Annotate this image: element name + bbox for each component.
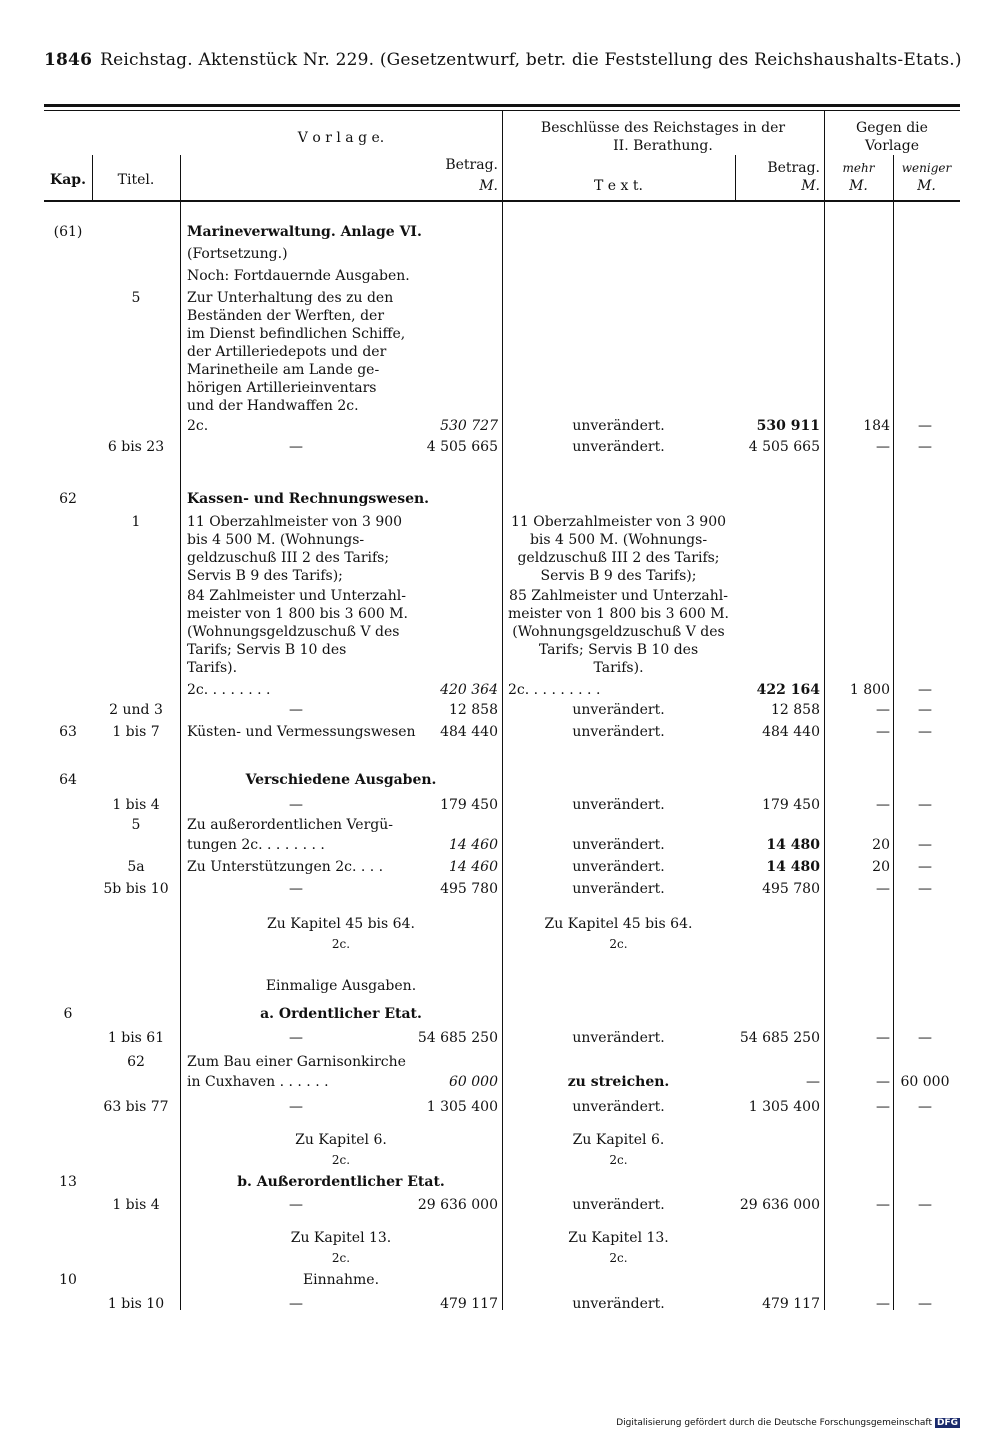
description-cell: — [289,797,303,813]
description-cell: Beständen der Werften, der [187,308,385,324]
description-cell: Zur Unterhaltung des zu den [187,290,394,306]
kap-cell: 6 [63,1006,73,1022]
weniger-amount: — [918,1099,932,1115]
beschluss-amount: 12 858 [771,702,820,718]
vorlage-amount: 530 727 [440,418,498,434]
page-header [44,50,962,70]
weniger-amount: — [918,439,932,455]
description-cell: Noch: Fortdauernde Ausgaben. [187,268,410,284]
weniger-amount: — [918,859,932,875]
vorlage-amount: 14 460 [449,859,498,875]
description-cell: Zu Unterstützungen 2c. . . . [187,859,384,875]
beschluss-text: 2c. [609,937,628,951]
footer-text: Digitalisierung gefördert durch die Deutsche Forschungsgemeinschaft [616,1418,932,1428]
gegen-heading-2: Vorlage [864,138,920,154]
weniger-amount: — [918,797,932,813]
beschluss-text: unverändert. [572,702,665,718]
beschluss-text: unverändert. [572,1197,665,1213]
beschluss-text: 11 Oberzahlmeister von 3 900 [510,514,727,530]
beschluss-text: unverändert. [572,439,665,455]
vorlage-amount: 14 460 [449,837,498,853]
description-cell: und der Handwaffen 2c. [187,398,359,414]
description-cell: b. Außerordentlicher Etat. [237,1174,445,1190]
mehr-amount: — [876,881,890,897]
kap-heading: Kap. [50,172,86,188]
beschluss-text: unverändert. [572,859,665,875]
titel-cell: 1 bis 10 [107,1296,165,1312]
beschluss-text: Servis B 9 des Tarifs); [540,568,697,584]
gegen-heading: Gegen die [856,120,928,136]
titel-heading: Titel. [117,172,155,188]
weniger-amount: — [918,702,932,718]
beschluss-text: geldzuschuß III 2 des Tarifs; [517,550,720,566]
titel-cell: 1 bis 7 [112,724,160,740]
beschluss-amount: 495 780 [762,881,820,897]
beschluesse-heading: Beschlüsse des Reichstages in der [540,120,786,136]
weniger-amount: — [918,837,932,853]
vorlage-amount: 495 780 [440,881,498,897]
beschluss-amount: 14 480 [766,837,820,853]
kap-cell: 10 [59,1272,77,1288]
description-cell: meister von 1 800 bis 3 600 M. [187,606,408,622]
beschluss-amount: 54 685 250 [739,1030,820,1046]
titel-cell: 5b bis 10 [103,881,169,897]
vorlage-amount: 1 305 400 [426,1099,498,1115]
description-cell: — [289,439,303,455]
titel-cell: 1 [131,514,141,530]
beschluss-amount: 4 505 665 [748,439,820,455]
vorlage-amount: 4 505 665 [426,439,498,455]
description-cell: hörigen Artillerieinventars [187,380,377,396]
description-cell: Küsten- und Vermessungswesen [187,724,416,740]
beschluss-text: meister von 1 800 bis 3 600 M. [508,606,729,622]
mehr-amount: — [876,1099,890,1115]
header-rule [44,104,960,107]
mehr-mark-unit: M. [849,178,868,194]
beschluss-betrag-heading: Betrag. [767,160,820,176]
weniger-amount: — [918,1197,932,1213]
description-cell: 11 Oberzahlmeister von 3 900 [187,514,403,530]
beschluss-text: unverändert. [572,1296,665,1312]
weniger-amount: — [918,682,932,698]
kap-cell: (61) [53,224,83,240]
mehr-amount: 184 [863,418,890,434]
vorlage-amount: 60 000 [449,1074,498,1090]
mehr-amount: — [876,1074,890,1090]
titel-cell: 1 bis 4 [112,797,160,813]
titel-cell: 5 [131,290,141,306]
description-cell: a. Ordentlicher Etat. [260,1006,422,1022]
description-cell: — [289,702,303,718]
description-cell: 2c. [331,937,351,951]
description-cell: Tarifs). [187,660,238,676]
description-cell: 84 Zahlmeister und Unterzahl- [187,588,406,604]
beschluss-text: unverändert. [572,1099,665,1115]
titel-cell: 1 bis 61 [107,1030,165,1046]
beschluss-text: unverändert. [572,797,665,813]
text-heading: T e x t. [594,178,643,194]
description-cell: Tarifs; Servis B 10 des [187,642,347,658]
weniger-amount: — [918,881,932,897]
beschluss-text: unverändert. [572,837,665,853]
weniger-amount: — [918,418,932,434]
description-cell: tungen 2c. . . . . . . . [187,837,325,853]
description-cell: — [289,1099,303,1115]
vorlage-amount: 179 450 [440,797,498,813]
description-cell: Zu außerordentlichen Vergü- [187,817,393,833]
description-cell: in Cuxhaven . . . . . . [187,1074,329,1090]
description-cell: der Artilleriedepots und der [187,344,387,360]
description-cell: Servis B 9 des Tarifs); [187,568,343,584]
mehr-amount: — [876,439,890,455]
titel-cell: 5 [131,817,141,833]
description-cell: Einnahme. [302,1272,380,1288]
kap-cell: 13 [59,1174,77,1190]
titel-cell: 5a [127,859,145,875]
description-cell: Marineverwaltung. Anlage VI. [187,224,422,240]
beschluss-text: bis 4 500 M. (Wohnungs- [529,532,708,548]
dfg-logo: DFG [936,1418,958,1428]
beschluss-amount: 479 117 [762,1296,820,1312]
beschluss-amount: 14 480 [766,859,820,875]
mehr-amount: 20 [872,859,890,875]
mehr-heading: mehr [842,161,875,175]
description-cell: im Dienst befindlichen Schiffe, [187,326,406,342]
kap-cell: 64 [59,772,77,788]
mehr-amount: 1 800 [849,682,890,698]
beschluss-amount: 1 305 400 [748,1099,820,1115]
description-cell: (Fortsetzung.) [187,246,288,262]
vorlage-amount: 54 685 250 [417,1030,498,1046]
beschluss-text: 2c. [609,1153,628,1167]
beschluss-text: Zu Kapitel 13. [568,1230,669,1246]
beschluss-text: unverändert. [572,418,665,434]
description-cell: bis 4 500 M. (Wohnungs- [187,532,365,548]
weniger-amount: — [918,1030,932,1046]
mehr-amount: — [876,1030,890,1046]
titel-cell: 2 und 3 [109,702,163,718]
description-cell: 2c. [187,418,209,434]
description-cell: Zu Kapitel 45 bis 64. [267,916,415,932]
vorlage-betrag-heading: Betrag. [445,157,498,173]
description-cell: Kassen- und Rechnungswesen. [187,491,430,507]
header-title: Reichstag. Aktenstück Nr. 229. (Gesetzentwurf, betr. die Feststellung des Reichshaushalts-Etats.) [100,50,962,70]
titel-cell: 6 bis 23 [107,439,165,455]
beschluss-text: Zu Kapitel 6. [572,1132,665,1148]
beschluss-text: 85 Zahlmeister und Unterzahl- [509,588,728,604]
weniger-mark-unit: M. [917,178,936,194]
beschluss-text: Tarifs; Servis B 10 des [538,642,699,658]
titel-cell: 62 [127,1054,145,1070]
beschluss-text: unverändert. [572,724,665,740]
beschluss-text: zu streichen. [567,1074,670,1090]
description-cell: 2c. . . . . . . . [187,682,271,698]
description-cell: — [289,1197,303,1213]
vorlage-amount: 29 636 000 [417,1197,498,1213]
description-cell: Verschiedene Ausgaben. [245,772,437,788]
beschluss-text: unverändert. [572,881,665,897]
beschluss-amount: 484 440 [762,724,820,740]
description-cell: geldzuschuß III 2 des Tarifs; [187,550,390,566]
mehr-amount: — [876,1296,890,1312]
mehr-amount: — [876,797,890,813]
beschluss-text: 2c. . . . . . . . . [508,682,601,698]
beschluss-mark-unit: M. [801,178,820,194]
beschluss-amount: 422 164 [756,682,820,698]
description-cell: — [289,1030,303,1046]
vorlage-amount: 484 440 [440,724,498,740]
description-cell: Zum Bau einer Garnisonkirche [187,1054,406,1070]
description-cell: — [289,1296,303,1312]
description-cell: — [289,881,303,897]
description-cell: Marinetheile am Lande ge- [187,362,380,378]
beschluss-amount: 29 636 000 [739,1197,820,1213]
vorlage-heading: V o r l a g e. [297,130,385,146]
mehr-amount: — [876,1197,890,1213]
titel-cell: 1 bis 4 [112,1197,160,1213]
beschluss-text: (Wohnungsgeldzuschuß V des [512,624,725,640]
description-cell: 2c. [331,1153,351,1167]
weniger-heading: weniger [901,161,952,175]
vorlage-amount: 12 858 [449,702,498,718]
beschluss-text: Tarifs). [593,660,644,676]
beschluss-amount: — [806,1074,820,1090]
beschluss-text: unverändert. [572,1030,665,1046]
mehr-amount: — [876,724,890,740]
description-cell: (Wohnungsgeldzuschuß V des [187,624,400,640]
beschluesse-heading-2: II. Berathung. [613,138,713,154]
beschluss-amount: 530 911 [756,418,820,434]
beschluss-text: 2c. [609,1251,628,1265]
page-number: 1846 [44,50,93,70]
kap-cell: 63 [59,724,77,740]
mehr-amount: 20 [872,837,890,853]
kap-cell: 62 [59,491,77,507]
vorlage-amount: 420 364 [440,682,498,698]
titel-cell: 63 bis 77 [103,1099,169,1115]
description-cell: Zu Kapitel 6. [295,1132,387,1148]
weniger-amount: 60 000 [900,1074,950,1090]
weniger-amount: — [918,1296,932,1312]
description-cell: Zu Kapitel 13. [290,1230,392,1246]
footer [616,1418,960,1428]
vorlage-mark-unit: M. [479,178,498,194]
weniger-amount: — [918,724,932,740]
description-cell: Einmalige Ausgaben. [265,978,417,994]
beschluss-text: Zu Kapitel 45 bis 64. [544,916,693,932]
vorlage-amount: 479 117 [440,1296,498,1312]
mehr-amount: — [876,702,890,718]
description-cell: 2c. [331,1251,351,1265]
beschluss-amount: 179 450 [762,797,820,813]
